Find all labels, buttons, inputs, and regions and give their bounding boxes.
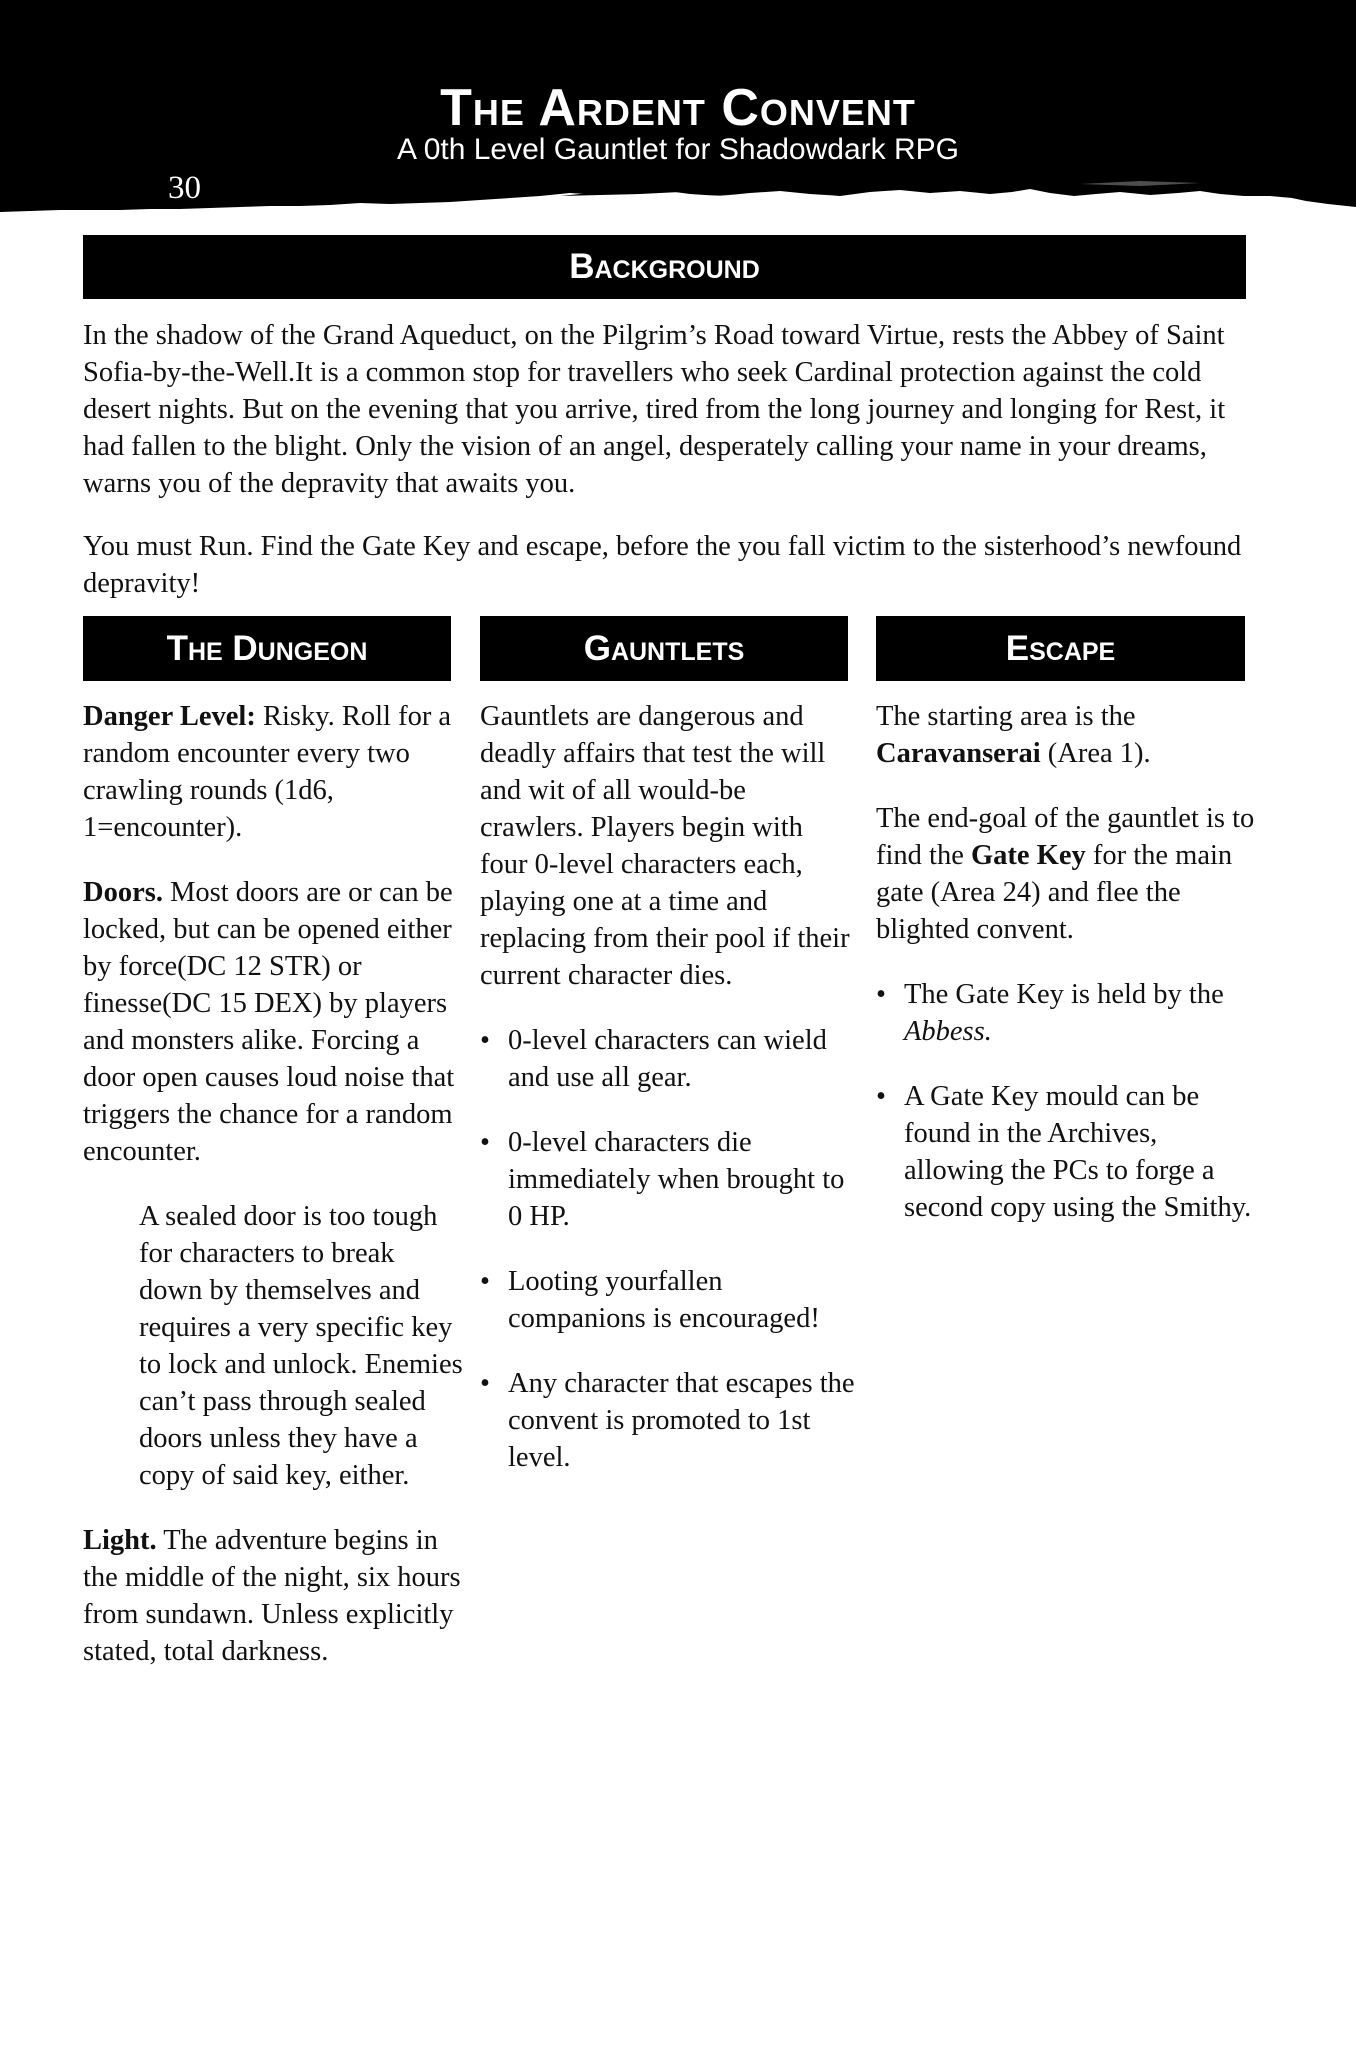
end-goal-paragraph [876,800,1256,948]
bullet-icon: • [876,1081,886,1112]
starting-area-text: The starting area is the [876,701,1136,732]
list-item [480,1124,855,1235]
doors-label: Doors. [83,877,163,908]
starting-area-paragraph [876,698,1256,772]
gate-key-label: Gate Key [970,840,1086,871]
page-number: 30 [168,170,201,206]
doors-paragraph [83,874,463,1170]
list-item-text: A Gate Key mould can be found in the Archives, allowing the PCs to forge a second copy using the Smithy. [904,1081,1252,1223]
escape-heading: Escape [876,616,1245,681]
list-item [876,976,1256,1050]
list-item [876,1078,1256,1226]
gauntlets-heading: Gauntlets [480,616,848,681]
document-subtitle: A 0th Level Gauntlet for Shadowdark RPG [397,133,959,166]
starting-area-suffix: (Area 1). [1040,738,1151,769]
dungeon-heading: The Dungeon [83,616,451,681]
list-item [480,1263,855,1337]
caravanserai-label: Caravanserai [876,738,1041,769]
bullet-icon: • [480,1368,490,1399]
bullet-icon: • [480,1127,490,1158]
light-text: The adventure begins in the middle of the night, six hours from sundawn. Unless explicitly stated, total darkness. [83,1525,461,1667]
light-paragraph [83,1522,463,1670]
list-item-text: Looting yourfallen companions is encouraged! [508,1266,820,1334]
background-paragraph: In the shadow of the Grand Aqueduct, on the Pilgrim’s Road toward Virtue, rests the Abbey of Saint Sofia-by-the-Well.It is a common stop for travellers who seek Cardinal protection against the cold desert nights. But on the evening that you arrive, tired from the long journey and longing for Rest, it had fallen to the blight. Only the vision of an angel, desperately calling your name in your dreams, warns you of the depravity that awaits you. [83,320,1226,499]
dungeon-column [83,698,463,1698]
list-item [480,1365,855,1476]
bullet-icon: • [480,1266,490,1297]
danger-level-paragraph [83,698,463,846]
background-paragraph: You must Run. Find the Gate Key and escape, before the you fall victim to the sisterhood’s newfound depravity! [83,531,1242,599]
document-title: The Ardent Convent [440,79,916,137]
bullet-icon: • [876,979,886,1010]
doors-text: Most doors are or can be locked, but can be opened either by force(DC 12 STR) or finesse(DC 15 DEX) by players and monsters alike. Forcing a door open causes loud noise that triggers the chance for a random encounter. [83,877,455,1167]
escape-list [876,976,1256,1226]
abbess-label: Abbess. [904,1016,992,1047]
sealed-door-paragraph: A sealed door is too tough for characters to break down by themselves and requires a very specific key to lock and unlock. Enemies can’t pass through sealed doors unless they have a copy of said key, either. [139,1201,463,1491]
end-goal-suffix: for the main gate (Area 24) and flee the blighted convent. [876,840,1233,945]
danger-level-label: Danger Level: [83,701,256,732]
danger-level-text: Risky. Roll for a random encounter every two crawling rounds (1d6, 1=encounter). [83,701,452,843]
light-label: Light. [83,1525,157,1556]
list-item [480,1022,855,1096]
gauntlets-rules-list [480,1022,855,1476]
list-item-text: 0-level characters die immediately when brought to 0 HP. [508,1127,845,1232]
bullet-icon: • [480,1025,490,1056]
gauntlets-intro: Gauntlets are dangerous and deadly affairs that test the will and wit of all would-be crawlers. Players begin with four 0-level characters each, playing one at a time and replacing from their pool if their current character dies. [480,701,850,991]
list-item-text: Any character that escapes the convent is promoted to 1st level. [508,1368,855,1473]
gauntlets-column [480,698,855,1504]
end-goal-text: The end-goal of the gauntlet is to find the [876,803,1255,871]
background-heading: Background [83,235,1246,299]
list-item-text: The Gate Key is held by the [904,979,1224,1010]
escape-column [876,698,1256,1254]
list-item-text: 0-level characters can wield and use all gear. [508,1025,827,1093]
page-header [0,0,1356,215]
